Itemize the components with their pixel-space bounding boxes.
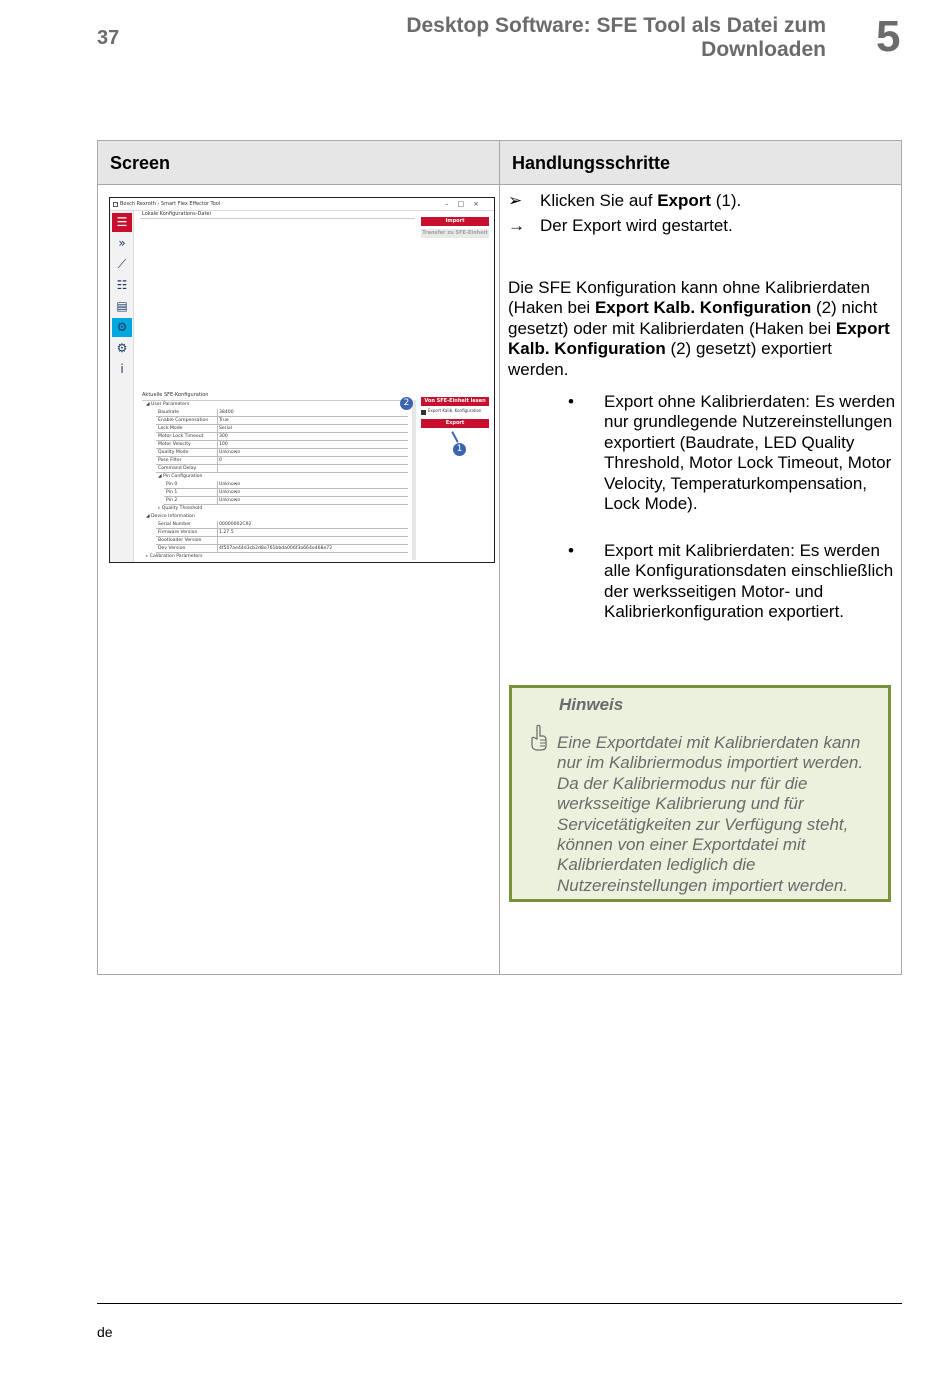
step-1-symbol: ➢: [508, 191, 523, 210]
info-icon: i: [120, 362, 124, 376]
tree-key: Lock Mode: [158, 426, 183, 431]
tree-row: [142, 449, 410, 457]
column-divider: [499, 185, 500, 974]
tree-key: Dev Version: [158, 546, 186, 551]
tree-key-cell: [156, 449, 218, 457]
para-bold-1: Export Kalb. Konfiguration: [594, 298, 812, 318]
hint-title: Hinweis: [559, 695, 624, 714]
tree-key: Enable Compensation: [158, 418, 209, 423]
tree-key: Motor Velocity: [158, 442, 191, 447]
clipboard-icon: ▤: [116, 299, 128, 313]
tree-key: Pin 1: [166, 490, 178, 495]
screenshot-sidebar: [110, 211, 134, 562]
tree-row: [142, 529, 410, 537]
tree-row: [142, 409, 410, 417]
footer-language: de: [97, 1324, 113, 1340]
bullet-text: Export mit Kalibrierdaten: Es werden alle Konfigurationsdaten einschließlich der werksseitigen Motor- und Kalibrierkonfiguration exportiert.: [604, 541, 894, 622]
marker-2: 2: [400, 397, 413, 410]
current-config-label: Aktuelle SFE-Konfiguration: [142, 392, 209, 398]
tree-key-cell: [164, 497, 218, 505]
tree-key-cell: [156, 425, 218, 433]
tree-key-cell: [156, 433, 218, 441]
tree-value: Unknown: [218, 449, 408, 457]
local-config-label: Lokale Konfigurations-Datei: [142, 211, 211, 217]
tree-key: ▹ Quality Threshold: [158, 506, 203, 511]
checklist-icon: ☷: [116, 278, 128, 292]
tree-key-cell: [156, 465, 218, 473]
tree-value: 0: [218, 457, 408, 465]
screenshot-titlebar: [110, 198, 494, 211]
hint-box: [509, 685, 891, 902]
tree-value: Serial: [218, 425, 408, 433]
tree-row: [142, 401, 410, 409]
tree-value: Unknown: [218, 481, 408, 489]
window-controls: –□×: [445, 200, 488, 208]
tree-value: 300: [218, 433, 408, 441]
page-title: Desktop Software: SFE Tool als Datei zum Downloaden: [406, 14, 826, 61]
transfer-button: Transfer zu SFE-Einheit: [422, 230, 488, 236]
step-1-bold: Export: [657, 191, 712, 210]
tree-row: [142, 465, 410, 473]
tree-key: Pose Filter: [158, 458, 182, 463]
tree-key: Firmware Version: [158, 530, 198, 535]
chevrons-icon: »: [118, 236, 126, 250]
tree-key: Command Delay: [158, 466, 197, 471]
tree-row: [142, 457, 410, 465]
para-part-3: (2) gesetzt) exportiert werden.: [508, 339, 832, 379]
tree-row: [142, 497, 410, 505]
para-part-2: (2) nicht gesetzt) oder mit Kalibrierdaten (Haken bei: [508, 298, 878, 338]
tree-row: [142, 505, 410, 513]
window-title: Bosch Rexroth - Smart Flex Effector Tool: [120, 201, 221, 207]
chapter-number: 5: [876, 12, 901, 61]
marker-arrow: [451, 431, 458, 443]
tree-row: [142, 521, 410, 529]
tree-key-cell: [156, 537, 218, 545]
tree-key: ◢ User Parameters: [146, 402, 190, 407]
tree-row: [142, 417, 410, 425]
export-calibration-checkbox: [421, 410, 426, 415]
local-config-divider: [140, 218, 415, 219]
tree-value: 38400: [218, 409, 408, 417]
read-from-unit-button: Von SFE-Einheit lesen: [421, 397, 489, 406]
tree-key-cell: [156, 441, 218, 449]
tree-row: [142, 513, 410, 521]
hint-text: Eine Exportdatei mit Kalibrierdaten kann nur im Kalibriermodus importiert werden. Da der Kalibriermodus nur für die werksseitige Kalibrierung und für Servicetätigkeiten zur Verfügung steht, können von einer Exportdatei mit Kalibrierdaten lediglich die Nutzereinstellungen importiert werden.: [557, 733, 864, 895]
export-description: [508, 278, 892, 380]
tree-key: Quality Mode: [158, 450, 189, 455]
tree-key: ▹ Calibration Parameters: [146, 554, 203, 559]
export-calibration-label: Export Kalib. Konfiguration: [428, 408, 482, 413]
bullet-dot: •: [568, 392, 574, 411]
step-1-text: [540, 191, 741, 211]
tree-row: [142, 425, 410, 433]
header-screen: Screen: [98, 141, 500, 185]
para-bold-2: Export Kalb. Konfiguration: [508, 318, 890, 359]
gears-icon: ⚙: [112, 318, 132, 337]
tree-value: [218, 465, 408, 473]
tree-row: [142, 489, 410, 497]
import-button: Import: [421, 217, 489, 226]
tree-key: ◢ Pin Configuration: [158, 474, 203, 479]
tree-value: 00000002C92: [218, 521, 408, 529]
tree-key: ◢ Device Information: [146, 514, 195, 519]
footer-divider: [97, 1303, 902, 1304]
app-icon: [113, 202, 118, 207]
chart-icon: ⟋: [117, 257, 127, 271]
tree-value: Unknown: [218, 489, 408, 497]
tree-row: [142, 553, 410, 561]
tree-key-cell: [164, 489, 218, 497]
menu-icon: ☰: [112, 213, 132, 232]
tree-key: Pin 0: [166, 482, 178, 487]
step-1-post: (1).: [711, 191, 742, 210]
para-part-1: Die SFE Konfiguration kann ohne Kalibrierdaten (Haken bei: [508, 278, 870, 318]
tree-key-cell: [156, 417, 218, 425]
tree-row: [142, 441, 410, 449]
settings-icon: ⚙: [116, 341, 128, 355]
tree-key-cell: [164, 481, 218, 489]
tree-key: Bootloader Version: [158, 538, 202, 543]
header-steps: Handlungsschritte: [500, 141, 901, 185]
tree-key-cell: [156, 545, 218, 553]
bullet-dot: •: [568, 541, 574, 560]
tree-value: 4f507ae44d3cb2d8e761bbda006f3a664e468e72: [218, 545, 408, 553]
tree-value: True: [218, 417, 408, 425]
tree-value: [218, 537, 408, 545]
export-button: Export: [421, 419, 489, 428]
tree-row: [142, 545, 410, 553]
marker-1: 1: [453, 443, 466, 456]
config-tree: [142, 400, 410, 562]
tree-row: [142, 537, 410, 545]
tree-value: 100: [218, 441, 408, 449]
tree-key: Serial Number: [158, 522, 191, 527]
tree-value: Unknown: [218, 497, 408, 505]
bullet-text: Export ohne Kalibrierdaten: Es werden nur grundlegende Nutzereinstellungen exportiert (Baudrate, LED Quality Threshold, Motor Lock Timeout, Motor Velocity, Temperaturkompensation, Lock Mode).: [604, 392, 896, 514]
tree-key-cell: [156, 409, 218, 417]
tree-key-cell: [156, 521, 218, 529]
tree-key: Pin 2: [166, 498, 178, 503]
tree-value: 1.27.5: [218, 529, 408, 537]
tree-key-cell: [156, 529, 218, 537]
tree-key-cell: [156, 457, 218, 465]
step-2-text: Der Export wird gestartet.: [540, 216, 733, 235]
tree-row: [142, 481, 410, 489]
tree-row: [142, 473, 410, 481]
page-number: 37: [97, 27, 120, 49]
app-screenshot: [109, 197, 495, 563]
tree-key: Baudrate: [158, 410, 180, 415]
tree-scrollbar: [412, 400, 416, 560]
step-1-pre: Klicken Sie auf: [540, 191, 658, 210]
tree-key: Motor Lock Timeout: [158, 434, 204, 439]
pointing-hand-icon: [530, 724, 548, 752]
tree-row: [142, 433, 410, 441]
step-2-symbol: →: [508, 216, 525, 235]
